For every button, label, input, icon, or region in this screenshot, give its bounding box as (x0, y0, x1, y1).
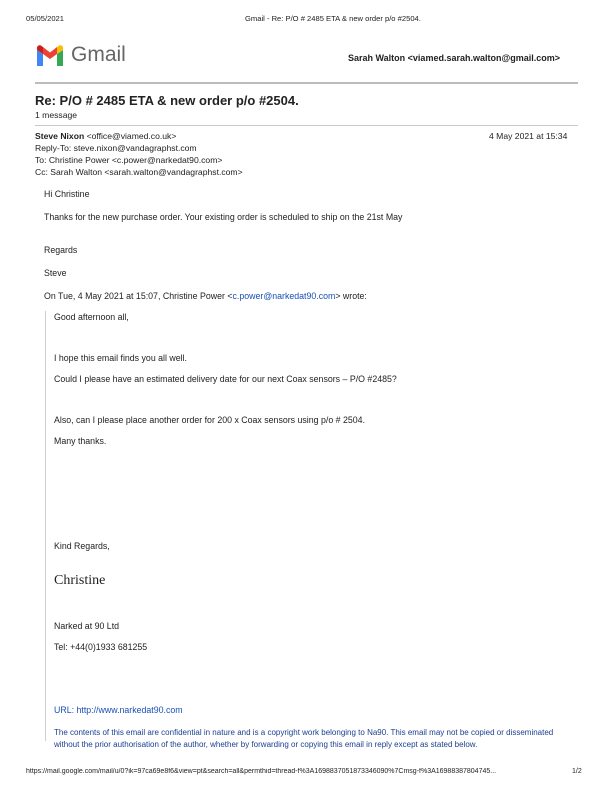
cc-line: Cc: Sarah Walton <sarah.walton@vandagraphst.com> (35, 167, 243, 177)
signature-name: Christine (54, 573, 106, 588)
thread-subject: Re: P/O # 2485 ETA & new order p/o #2504. (35, 93, 299, 108)
reply-to: Reply-To: steve.nixon@vandagraphst.com (35, 143, 197, 153)
quoted-closing: Kind Regards, (54, 541, 110, 551)
company-name: Narked at 90 Ltd (54, 621, 120, 631)
website-link[interactable]: http://www.narkedat90.com (76, 705, 183, 715)
message-count: 1 message (35, 110, 78, 120)
print-url: https://mail.google.com/mail/u/0?ik=97ca69e8f6&view=pt&search=all&permthid=thread-f%3A1698837051873346090%7Cmsg-f%3A16988387804745... (26, 768, 497, 775)
gmail-logo-icon (35, 44, 65, 68)
account-label: Sarah Walton <viamed.sarah.walton@gmail.com> (348, 53, 561, 63)
sender-line (35, 131, 176, 141)
quote-bar (45, 311, 46, 741)
gmail-wordmark: Gmail (71, 43, 126, 66)
quote-intro-prefix: On Tue, 4 May 2021 at 15:07, Christine Power < (44, 291, 233, 301)
disclaimer: The contents of this email are confidential in nature and is a copyright work belonging to Na90. This email may not be copied or disseminated without the prior authorisation of the author, whether by forwarding or copying this email in reply except as stated below. (54, 728, 554, 749)
quoted-line: Could I please have an estimated delivery date for our next Coax sensors – P/O #2485? (54, 374, 397, 384)
signoff: Steve (44, 268, 67, 278)
body-line: Thanks for the new purchase order. Your existing order is scheduled to ship on the 21st May (44, 212, 403, 222)
header-divider (35, 82, 578, 84)
quote-intro-suffix: > wrote: (335, 291, 367, 301)
quoted-greeting: Good afternoon all, (54, 312, 129, 322)
quote-intro-email-link[interactable]: c.power@narkedat90.com (232, 291, 336, 301)
sender-email: <office@viamed.co.uk> (86, 131, 177, 141)
quoted-line: Also, can I please place another order for 200 x Coax sensors using p/o # 2504. (54, 415, 366, 425)
print-date: 05/05/2021 (26, 14, 65, 23)
regards: Regards (44, 245, 78, 255)
sender-name: Steve Nixon (35, 131, 85, 141)
to-line: To: Christine Power <c.power@narkedat90.com> (35, 155, 223, 165)
greeting: Hi Christine (44, 189, 90, 199)
page-number: 1/2 (572, 768, 582, 775)
message-date: 4 May 2021 at 15:34 (489, 131, 568, 141)
website-label: URL: (54, 705, 77, 715)
print-title: Gmail - Re: P/O # 2485 ETA & new order p/o #2504. (245, 14, 421, 23)
subject-divider (35, 125, 578, 126)
quoted-line: I hope this email finds you all well. (54, 353, 187, 363)
quoted-line: Many thanks. (54, 436, 107, 446)
quote-intro (44, 291, 367, 301)
phone: Tel: +44(0)1933 681255 (54, 642, 148, 652)
website-line (54, 705, 183, 715)
